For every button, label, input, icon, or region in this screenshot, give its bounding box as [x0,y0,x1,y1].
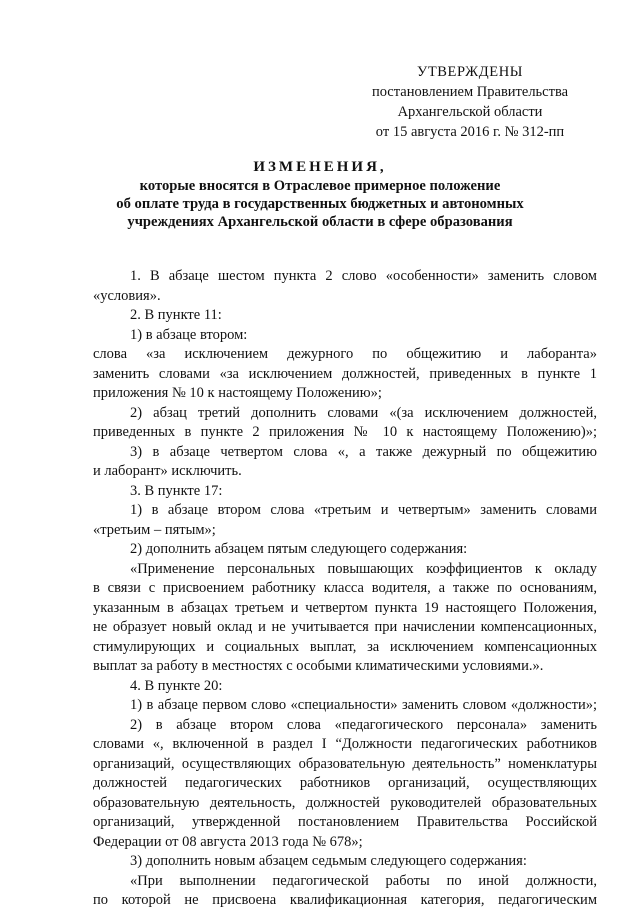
text-line: «условия». [93,287,161,304]
text-line: 2) дополнить абзацем пятым следующего содержания: [130,541,468,557]
title-line: учреждениях Архангельской области в сфере образования [127,214,513,230]
document-title [80,158,560,231]
text-line: приложения № 10 к настоящему Положению»; [93,385,382,401]
text-line: по которой не присвоена квалификационная категория, педагогическим [93,892,597,908]
text-line: 3) в абзаце четвертом слова «, а также дежурный по общежитию [130,443,597,460]
text-line: заменить словами «за исключением должностей, приведенных в пункте 1 [93,365,597,382]
approval-line: постановлением Правительства [371,84,569,100]
approval-heading: УТВЕРЖДЕНЫ [416,64,524,80]
text-line: указанным в абзацах третьем и четвертом пункта 19 настоящего Положения, [93,599,597,616]
text-line: «Применение персональных повышающих коэффициентов к окладу [130,560,597,577]
text-line: 4. В пункте 20: [130,677,223,694]
approval-stamp [350,62,590,142]
text-line: выплат за работу в местностях с особыми климатическими условиями.». [93,658,544,674]
title-line: которые вносятся в Отраслевое примерное положение [139,178,501,194]
text-line: приведенных в пункте 2 приложения № 10 к настоящему Положению)»; [93,424,597,440]
text-line: «При выполнении педагогической работы по иной должности, [130,872,597,889]
title-heading: ИЗМЕНЕНИЯ, [253,159,387,175]
text-line: 2. В пункте 11: [130,307,222,323]
text-line: «третьим – пятым»; [93,521,216,538]
text-line: 1) в абзаце втором: [130,326,248,343]
text-line: 1) в абзаце втором слова «третьим и четвертым» заменить словами [130,502,597,518]
title-line: об оплате труда в государственных бюджетных и автономных [116,196,524,212]
text-line: образовательную деятельность, должностей руководителей образовательных [93,794,597,811]
text-line: 2) абзац третий дополнить словами «(за исключением должностей, [130,404,597,421]
text-line: Федерации от 08 августа 2013 года № 678»; [93,833,363,850]
text-line: словами «, включенной в раздел I “Должности педагогических работников [93,736,597,752]
text-line: организаций, осуществляющих образовательную деятельность” номенклатуры [93,755,597,772]
text-line: организаций, утвержденной постановлением Правительства Российской [93,814,597,830]
approval-line: Архангельской области [397,104,543,120]
text-line: 3. В пункте 17: [130,482,223,499]
text-line: в связи с присвоением работнику класса водителя, а также по основаниям, [93,580,597,596]
text-line: не образует новый оклад и не учитывается при начислении компенсационных, [93,619,597,635]
text-line: должностей педагогических работников организаций, осуществляющих [93,775,597,791]
text-line: и лаборант» исключить. [93,463,242,479]
text-line: 2) в абзаце втором слова «педагогического персонала» заменить [130,716,597,733]
text-line: слова «за исключением дежурного по общежитию и лаборанта» [93,346,597,362]
text-line: 3) дополнить новым абзацем седьмым следующего содержания: [130,853,527,869]
approval-date-line: от 15 августа 2016 г. № 312-пп [375,124,565,140]
text-line: 1) в абзаце первом слово «специальности» заменить словом «должности»; [130,697,597,713]
text-line: 1. В абзаце шестом пункта 2 слово «особенности» заменить словом [130,268,597,284]
text-line: стимулирующих и социальных выплат, за исключением компенсационных [93,638,597,655]
document-body [93,267,597,911]
